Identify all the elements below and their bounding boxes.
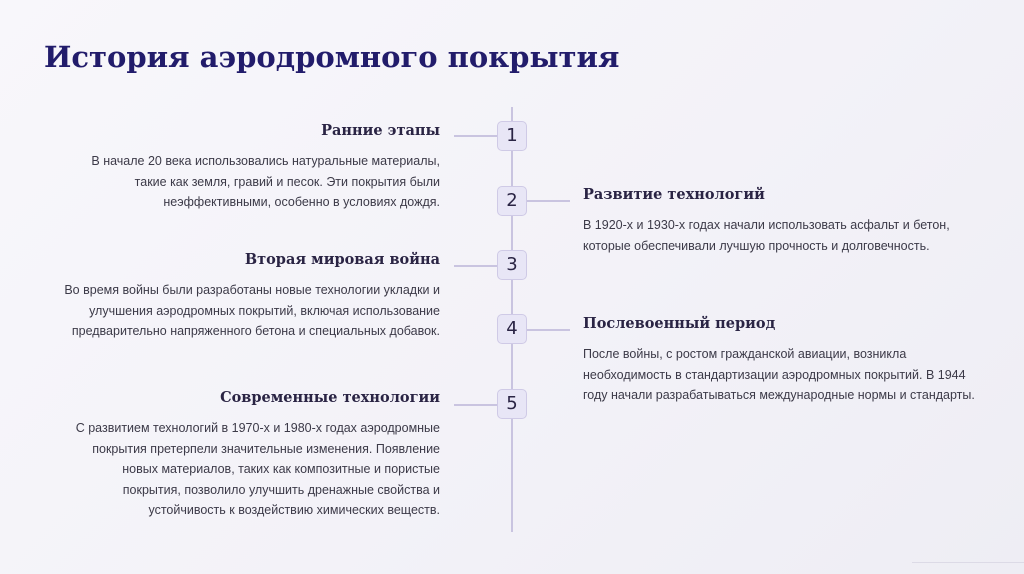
step-heading: Ранние этапы bbox=[321, 122, 440, 139]
step-badge-4: 4 bbox=[497, 314, 527, 344]
timeline-entry-5 bbox=[40, 388, 440, 521]
step-badge-1: 1 bbox=[497, 121, 527, 151]
step-description: С развитием технологий в 1970-х и 1980-х годах аэродромные покрытия претерпели значительные изменения. Появление новых материалов, таких как композитные и пористые покрытия, позволило улучшить дренажные свойства и устойчивость к воздействию химических веществ. bbox=[75, 421, 440, 517]
step-description: В 1920-х и 1930-х годах начали использовать асфальт и бетон, которые обеспечивали лучшую прочность и долговечность. bbox=[583, 218, 950, 253]
timeline-entry-4 bbox=[583, 314, 983, 406]
connector-1 bbox=[454, 135, 498, 137]
step-heading: Современные технологии bbox=[220, 389, 440, 406]
timeline-entry-1 bbox=[40, 121, 440, 213]
step-badge-3: 3 bbox=[497, 250, 527, 280]
step-heading: Вторая мировая война bbox=[244, 251, 440, 268]
step-badge-5: 5 bbox=[497, 389, 527, 419]
page-title: История аэродромного покрытия bbox=[44, 40, 620, 74]
step-description: В начале 20 века использовались натуральные материалы, такие как земля, гравий и песок. Эти покрытия были неэффективными, особенно в условиях дождя. bbox=[91, 154, 440, 209]
timeline-entry-3 bbox=[40, 250, 440, 342]
footer-rule bbox=[912, 562, 1024, 563]
timeline-entry-2 bbox=[583, 185, 983, 256]
step-heading: Послевоенный период bbox=[583, 315, 776, 332]
step-badge-2: 2 bbox=[497, 186, 527, 216]
step-heading: Развитие технологий bbox=[583, 186, 765, 203]
connector-3 bbox=[454, 265, 498, 267]
step-description: Во время войны были разработаны новые технологии укладки и улучшения аэродромных покрытий, включая использование предварительно напряженного бетона и специальных добавок. bbox=[64, 283, 440, 338]
connector-5 bbox=[454, 404, 498, 406]
connector-2 bbox=[526, 200, 570, 202]
connector-4 bbox=[526, 329, 570, 331]
step-description: После войны, с ростом гражданской авиации, возникла необходимость в стандартизации аэродромных покрытий. В 1944 году начали разрабатываться международные нормы и стандарты. bbox=[583, 347, 975, 402]
